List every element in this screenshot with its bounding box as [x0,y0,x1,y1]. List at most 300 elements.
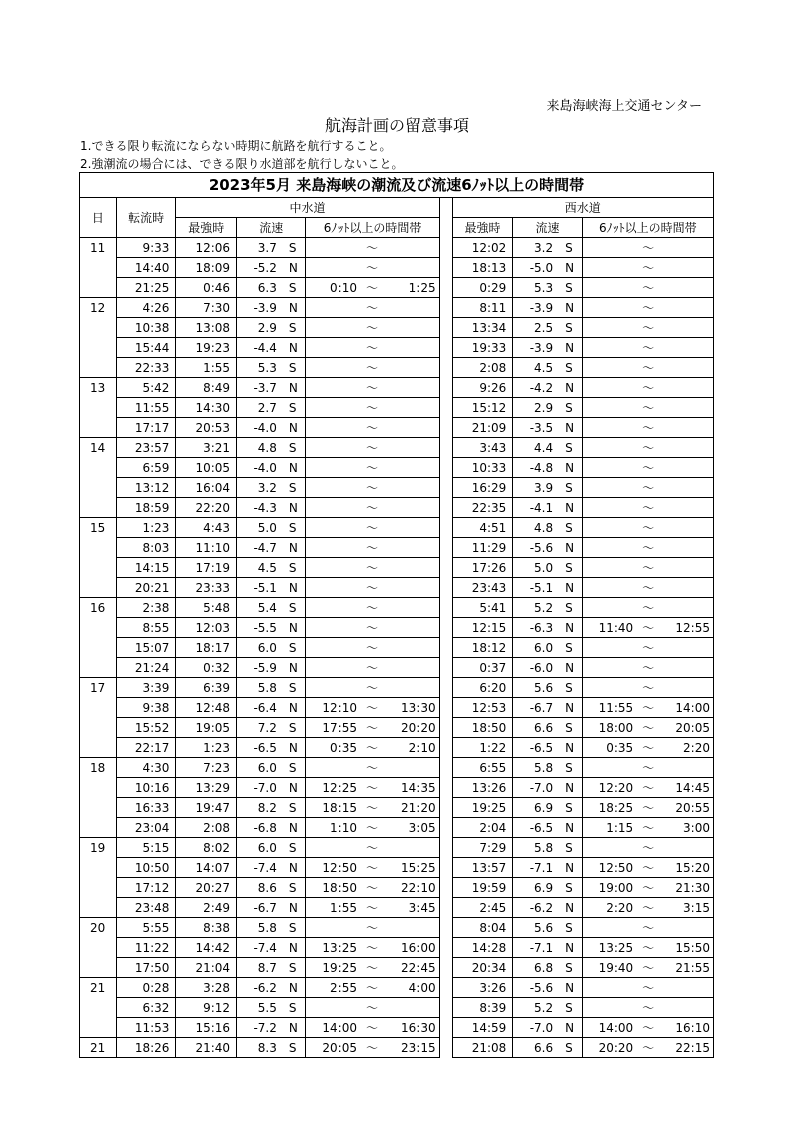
section-gap [439,858,452,878]
section-gap [439,938,452,958]
naka-speed-cell: -5.5 [237,618,280,638]
table-row [80,658,714,678]
turn-time-cell: 23:57 [116,438,176,458]
naka-window-start-cell: 20:05 [306,1038,359,1058]
naka-max-time-cell: 20:27 [176,878,237,898]
nishi-speed-cell: -6.7 [513,698,556,718]
naka-window-end-cell [385,398,439,418]
naka-direction-cell: N [280,658,306,678]
naka-direction-cell: N [280,1018,306,1038]
naka-window-tilde-cell: ～ [359,998,385,1018]
naka-window-start-cell: 14:00 [306,1018,359,1038]
naka-max-time-cell: 4:43 [176,518,237,538]
naka-speed-cell: -4.3 [237,498,280,518]
nishi-speed-cell: -6.0 [513,658,556,678]
naka-speed-cell: -3.7 [237,378,280,398]
nishi-window-start-cell [582,398,635,418]
turn-time-cell: 15:07 [116,638,176,658]
naka-max-time-cell: 1:55 [176,358,237,378]
table-row [80,978,714,998]
nishi-speed-cell: 4.4 [513,438,556,458]
turn-time-cell: 15:44 [116,338,176,358]
naka-speed-cell: 6.0 [237,638,280,658]
naka-direction-cell: N [280,698,306,718]
naka-direction-cell: N [280,578,306,598]
nishi-direction-cell: S [556,318,582,338]
nishi-window-start-cell: 18:25 [582,798,635,818]
nishi-window-tilde-cell: ～ [635,718,661,738]
nishi-window-start-cell: 19:00 [582,878,635,898]
nishi-max-time-cell: 19:59 [452,878,513,898]
naka-window-start-cell: 12:50 [306,858,359,878]
naka-window-start-cell: 18:15 [306,798,359,818]
nishi-window-tilde-cell: ～ [635,958,661,978]
naka-speed-cell: 7.2 [237,718,280,738]
naka-direction-cell: S [288,240,297,255]
naka-speed-cell: -7.2 [237,1018,280,1038]
nishi-max-time-cell: 17:26 [452,558,513,578]
naka-window-tilde-cell: ～ [359,678,385,698]
naka-direction-cell: S [280,478,306,498]
section-gap [439,318,452,338]
header-naka-speed: 流速 [237,218,306,238]
table-row [80,618,714,638]
nishi-window-end-cell [661,318,713,338]
nishi-window-tilde-cell: ～ [635,458,661,478]
naka-speed-cell: 3.2 [237,478,280,498]
turn-time-cell: 17:17 [116,418,176,438]
table-row [80,918,714,938]
naka-window-end-cell [385,918,439,938]
nishi-window-tilde-cell: ～ [635,1038,661,1058]
naka-direction-cell: S [280,758,306,778]
nishi-window-end-cell [661,558,713,578]
naka-speed-cell: 3.7 [237,238,280,258]
turn-time-cell: 22:33 [116,358,176,378]
naka-speed-cell: 8.2 [237,798,280,818]
day-cell: 12 [80,298,117,318]
nishi-max-time-cell: 10:33 [452,458,513,478]
section-gap [439,278,452,298]
naka-window-end-cell [385,358,439,378]
nishi-window-end-cell: 2:20 [661,738,713,758]
naka-speed-cell: 5.8 [237,678,280,698]
day-cell [80,458,117,478]
nishi-window-start-cell: 12:50 [582,858,635,878]
nishi-direction-cell: S [556,758,582,778]
nishi-speed-cell: -4.2 [513,378,556,398]
nishi-window-end-cell [661,398,713,418]
nishi-direction-cell: N [556,938,582,958]
naka-window-start-cell [306,398,359,418]
nishi-direction-cell: N [556,618,582,638]
turn-time-cell: 5:55 [116,918,176,938]
nishi-window-end-cell [661,258,713,278]
day-cell [80,938,117,958]
table-row [80,558,714,578]
naka-direction-cell: N [280,538,306,558]
naka-direction-cell: S [280,678,306,698]
nishi-window-start-cell [582,318,635,338]
naka-window-end-cell: 16:30 [385,1018,439,1038]
day-cell [80,998,117,1018]
nishi-window-start-cell [582,978,635,998]
table-row [80,538,714,558]
naka-direction-cell: N [280,898,306,918]
nishi-max-time-cell: 16:29 [452,478,513,498]
naka-window-start-cell: 17:55 [306,718,359,738]
section-gap [439,998,452,1018]
nishi-window-start-cell: 1:15 [582,818,635,838]
section-gap [439,798,452,818]
naka-speed-cell: -7.4 [237,938,280,958]
nishi-speed-cell: -6.2 [513,898,556,918]
naka-window-end-cell: 23:15 [385,1038,439,1058]
nishi-window-start-cell: 11:40 [582,618,635,638]
naka-window-start-cell: 12:10 [306,698,359,718]
nishi-max-time-cell: 18:12 [452,638,513,658]
nishi-window-tilde-cell: ～ [635,858,661,878]
naka-speed-cell: -5.2 [237,258,280,278]
table-row [80,698,714,718]
table-row [80,238,714,258]
nishi-window-tilde-cell: ～ [635,938,661,958]
nishi-speed-cell: -3.9 [513,338,556,358]
naka-direction-cell: N [280,418,306,438]
naka-max-time-cell: 12:03 [176,618,237,638]
nishi-speed-cell: 3.2 [513,238,556,258]
naka-direction-cell: N [280,338,306,358]
nishi-window-end-cell [661,418,713,438]
turn-time-cell: 23:04 [116,818,176,838]
table-row [80,338,714,358]
nishi-max-time-cell: 14:28 [452,938,513,958]
section-gap [439,358,452,378]
naka-max-time-cell: 7:30 [176,298,237,318]
naka-window-tilde-cell: ～ [359,658,385,678]
naka-window-tilde-cell: ～ [359,358,385,378]
nishi-direction-cell: S [556,398,582,418]
naka-speed-cell: 5.3 [237,358,280,378]
naka-window-tilde-cell: ～ [359,598,385,618]
day-cell [80,498,117,518]
naka-window-end-cell [385,658,439,678]
section-gap [439,398,452,418]
nishi-direction-cell: N [556,898,582,918]
naka-window-tilde-cell: ～ [359,418,385,438]
table-row [80,718,714,738]
naka-direction-cell: S [280,878,306,898]
nishi-window-start-cell [582,678,635,698]
header-nishi-speed: 流速 [513,218,582,238]
nishi-direction-cell: N [556,578,582,598]
nishi-window-start-cell: 11:55 [582,698,635,718]
nishi-speed-cell: 5.0 [513,558,556,578]
nishi-direction-cell: N [556,378,582,398]
naka-direction-cell: S [280,398,306,418]
naka-direction-cell: S [280,718,306,738]
section-gap [439,918,452,938]
nishi-window-start-cell: 12:20 [582,778,635,798]
nishi-speed-cell: 5.6 [513,678,556,698]
naka-window-start-cell: 12:25 [306,778,359,798]
nishi-max-time-cell: 18:50 [452,718,513,738]
turn-time-cell: 4:26 [116,298,176,318]
nishi-max-time-cell: 19:33 [452,338,513,358]
day-cell [80,958,117,978]
nishi-max-time-cell: 13:57 [452,858,513,878]
nishi-speed-cell: 5.8 [513,838,556,858]
turn-time-cell: 5:15 [116,838,176,858]
turn-time-cell: 9:33 [116,238,176,258]
naka-window-end-cell: 20:20 [385,718,439,738]
naka-max-time-cell: 22:20 [176,498,237,518]
nishi-window-tilde-cell: ～ [635,638,661,658]
naka-window-end-cell: 16:00 [385,938,439,958]
section-gap [439,478,452,498]
naka-window-end-cell [385,758,439,778]
naka-speed-cell: 5.8 [237,918,280,938]
naka-window-tilde-cell: ～ [359,698,385,718]
nishi-max-time-cell: 9:26 [452,378,513,398]
naka-window-start-cell [306,578,359,598]
nishi-speed-cell: -4.1 [513,498,556,518]
day-cell: 16 [80,598,117,618]
section-gap [439,298,452,318]
nishi-window-start-cell: 13:25 [582,938,635,958]
nishi-max-time-cell: 2:08 [452,358,513,378]
nishi-direction-cell: S [556,998,582,1018]
nishi-speed-cell: -7.0 [513,778,556,798]
nishi-speed-cell: 5.6 [513,918,556,938]
turn-time-cell: 18:26 [116,1038,176,1058]
nishi-window-start-cell [582,478,635,498]
nishi-window-tilde-cell: ～ [635,918,661,938]
section-gap [439,958,452,978]
nishi-window-tilde-cell: ～ [635,338,661,358]
naka-window-end-cell [385,578,439,598]
nishi-window-tilde-cell: ～ [635,798,661,818]
naka-window-end-cell: 2:10 [385,738,439,758]
naka-window-end-cell [385,318,439,338]
naka-window-start-cell [306,438,359,458]
nishi-window-tilde-cell: ～ [635,438,661,458]
section-gap [439,378,452,398]
nishi-speed-cell: -6.3 [513,618,556,638]
naka-window-tilde-cell: ～ [359,1038,385,1058]
naka-direction-cell: S [280,918,306,938]
naka-speed-cell: 4.8 [237,438,280,458]
naka-window-tilde-cell: ～ [359,498,385,518]
nishi-speed-cell: -3.5 [513,418,556,438]
section-gap [439,258,452,278]
table-row [80,818,714,838]
table-row [80,578,714,598]
naka-max-time-cell: 6:39 [176,678,237,698]
nishi-max-time-cell: 13:26 [452,778,513,798]
day-cell [80,898,117,918]
naka-window-start-cell [306,458,359,478]
day-cell [80,578,117,598]
tidal-current-table [79,172,714,1058]
nishi-window-end-cell [661,598,713,618]
nishi-window-end-cell [661,758,713,778]
naka-max-time-cell: 8:02 [176,838,237,858]
naka-window-start-cell [306,598,359,618]
nishi-window-end-cell [661,538,713,558]
nishi-window-end-cell: 20:55 [661,798,713,818]
day-cell [80,258,117,278]
nishi-window-start-cell: 18:00 [582,718,635,738]
naka-max-time-cell: 14:42 [176,938,237,958]
naka-window-tilde-cell: ～ [359,638,385,658]
nishi-speed-cell: 5.2 [513,998,556,1018]
naka-direction-cell: N [280,818,306,838]
nishi-max-time-cell: 3:43 [452,438,513,458]
nishi-max-time-cell: 0:37 [452,658,513,678]
naka-window-start-cell [306,838,359,858]
naka-window-tilde-cell: ～ [359,338,385,358]
naka-direction-cell: N [280,618,306,638]
day-cell [80,398,117,418]
nishi-window-tilde-cell: ～ [635,758,661,778]
day-cell [80,798,117,818]
naka-window-start-cell: 18:50 [306,878,359,898]
naka-window-tilde-cell: ～ [359,458,385,478]
naka-window-end-cell [385,478,439,498]
nishi-max-time-cell: 8:39 [452,998,513,1018]
table-row [80,398,714,418]
turn-time-cell: 15:52 [116,718,176,738]
naka-window-start-cell: 0:35 [306,738,359,758]
nishi-direction-cell: S [556,798,582,818]
section-gap [439,418,452,438]
naka-window-tilde-cell: ～ [359,558,385,578]
naka-speed-cell: -7.4 [237,858,280,878]
naka-max-time-cell: 12:48 [176,698,237,718]
naka-max-time-cell: 19:05 [176,718,237,738]
nishi-window-tilde-cell: ～ [635,618,661,638]
nishi-window-end-cell [661,378,713,398]
nishi-direction-cell: N [556,538,582,558]
naka-speed-cell: -6.2 [237,978,280,998]
naka-window-tilde-cell: ～ [359,538,385,558]
naka-max-time-cell: 23:33 [176,578,237,598]
nishi-window-tilde-cell: ～ [635,478,661,498]
nishi-window-tilde-cell: ～ [635,698,661,718]
naka-window-tilde-cell: ～ [359,938,385,958]
naka-max-time-cell: 21:04 [176,958,237,978]
nishi-max-time-cell: 1:22 [452,738,513,758]
nishi-window-start-cell [582,758,635,778]
document-title: 航海計画の留意事項 [324,116,469,135]
header-nishi-max-time: 最強時 [452,218,513,238]
naka-window-start-cell: 19:25 [306,958,359,978]
note-2: 2.強潮流の場合には、できる限り水道部を航行しないこと。 [80,157,404,171]
naka-direction-cell: N [280,938,306,958]
naka-window-end-cell: 4:00 [385,978,439,998]
naka-window-tilde-cell: ～ [359,438,385,458]
table-row [80,958,714,978]
naka-window-end-cell: 21:20 [385,798,439,818]
nishi-window-end-cell [661,458,713,478]
nishi-max-time-cell: 3:26 [452,978,513,998]
nishi-window-start-cell [582,658,635,678]
organization-name: 来島海峡海上交通センター [546,99,702,114]
nishi-window-end-cell [661,978,713,998]
naka-speed-cell: -6.8 [237,818,280,838]
nishi-window-tilde-cell: ～ [635,838,661,858]
naka-window-start-cell [306,618,359,638]
turn-time-cell: 16:33 [116,798,176,818]
nishi-window-tilde-cell: ～ [635,498,661,518]
nishi-speed-cell: -7.1 [513,858,556,878]
nishi-window-start-cell [582,538,635,558]
naka-speed-cell: -4.4 [237,338,280,358]
nishi-max-time-cell: 19:25 [452,798,513,818]
header-turn-time: 転流時 [116,198,176,238]
naka-speed-cell: 5.4 [237,598,280,618]
naka-window-end-cell [385,378,439,398]
naka-window-start-cell [306,338,359,358]
turn-time-cell: 14:40 [116,258,176,278]
nishi-max-time-cell: 2:04 [452,818,513,838]
turn-time-cell: 6:32 [116,998,176,1018]
nishi-speed-cell: -5.6 [513,978,556,998]
day-cell: 11 [80,238,117,258]
naka-window-tilde-cell: ～ [359,878,385,898]
nishi-direction-cell: S [556,638,582,658]
nishi-speed-cell: 5.3 [513,278,556,298]
naka-window-start-cell [306,998,359,1018]
nishi-speed-cell: -5.0 [513,258,556,278]
naka-speed-cell: 6.0 [237,758,280,778]
nishi-window-end-cell [661,518,713,538]
naka-speed-cell: 5.5 [237,998,280,1018]
nishi-window-start-cell [582,638,635,658]
table-row [80,898,714,918]
section-gap [439,198,452,218]
naka-window-end-cell [385,458,439,478]
nishi-window-end-cell: 12:55 [661,618,713,638]
nishi-max-time-cell: 21:08 [452,1038,513,1058]
naka-direction-cell: N [280,378,306,398]
naka-speed-cell: 8.6 [237,878,280,898]
nishi-direction-cell: N [556,818,582,838]
naka-window-tilde-cell: ～ [365,240,378,255]
naka-window-start-cell [306,918,359,938]
nishi-window-end-cell [661,638,713,658]
note-1: 1.できる限り転流にならない時期に航路を航行すること。 [80,139,392,153]
day-cell [80,858,117,878]
section-gap [439,558,452,578]
nishi-window-start-cell: 19:40 [582,958,635,978]
table-title: 2023年5月 来島海峡の潮流及び流速6ﾉｯﾄ以上の時間帯 [80,173,714,198]
naka-window-start-cell [306,298,359,318]
table-row [80,638,714,658]
day-cell: 18 [80,758,117,778]
nishi-speed-cell: 4.5 [513,358,556,378]
nishi-speed-cell: -7.0 [513,1018,556,1038]
naka-max-time-cell: 20:53 [176,418,237,438]
nishi-window-end-cell: 15:50 [661,938,713,958]
naka-window-end-cell: 1:25 [385,278,439,298]
nishi-direction-cell: N [556,778,582,798]
naka-window-tilde-cell: ～ [359,758,385,778]
naka-window-tilde-cell: ～ [359,958,385,978]
naka-window-end-cell: 13:30 [385,698,439,718]
nishi-max-time-cell: 8:04 [452,918,513,938]
